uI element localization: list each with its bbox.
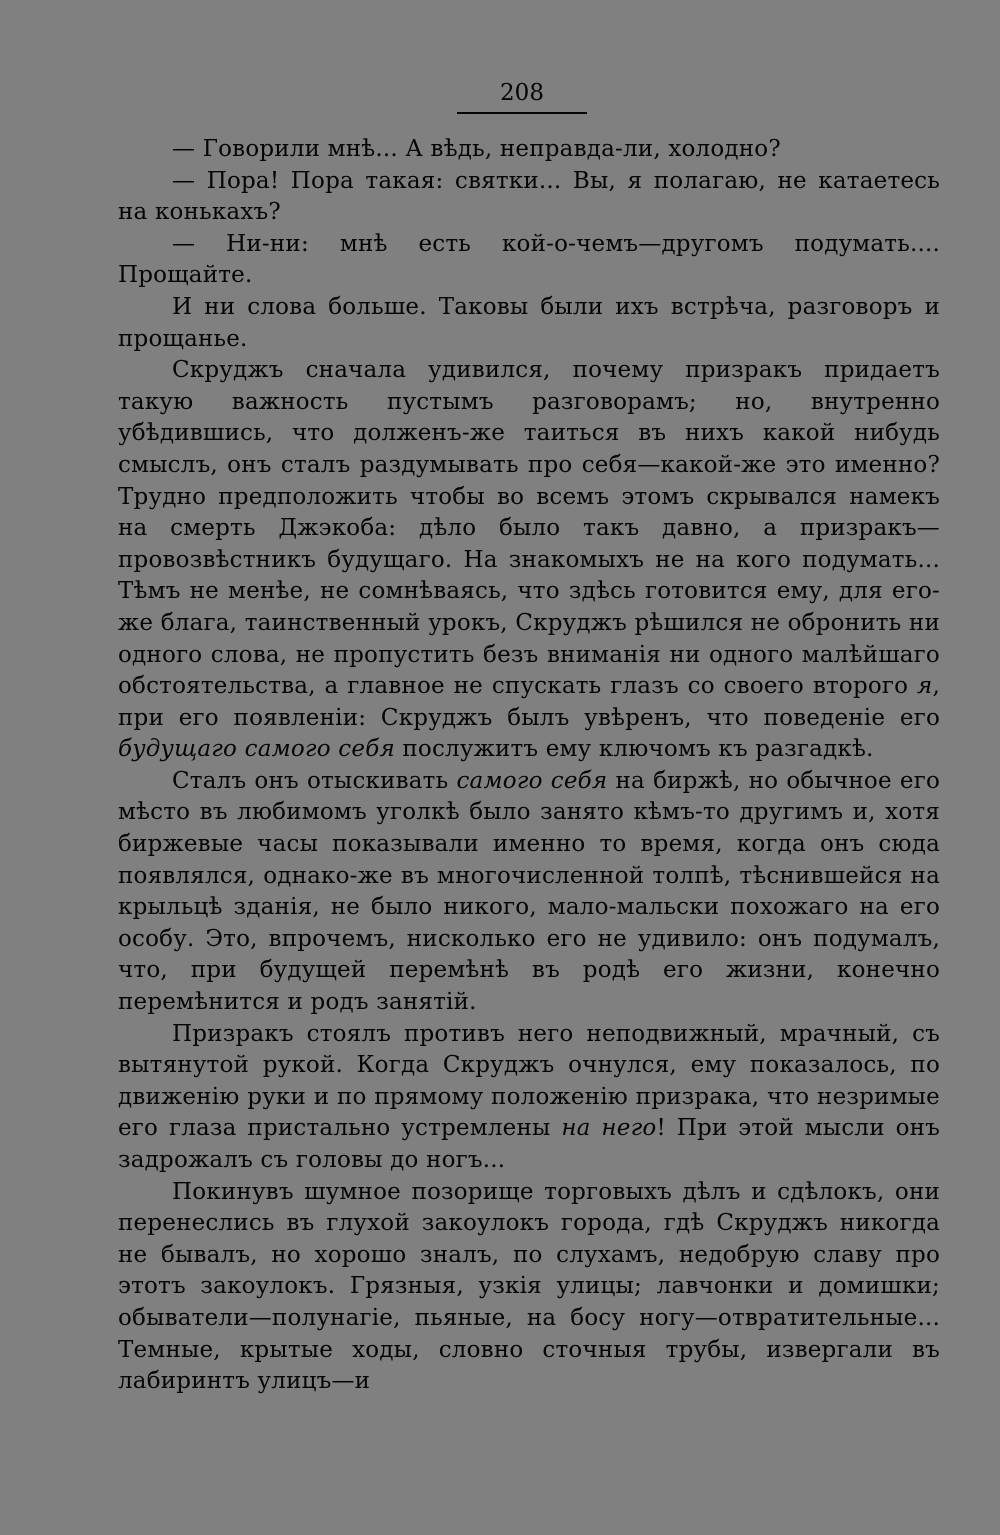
paragraph <box>118 1177 940 1398</box>
paragraph-text: — Пора! Пора такая: святки... Вы, я полагаю, не катаетесь на конькахъ? <box>118 167 940 226</box>
paragraph-text: , при его появленіи: Скруджъ былъ увѣренъ, что поведеніе его <box>118 673 940 731</box>
paragraph-text: ! При этой мысли онъ задрожалъ съ головы до ногъ... <box>118 1115 940 1173</box>
paragraph-text: Скруджъ сначала удивился, почему призракъ придаетъ такую важность пустымъ разговорамъ; но, внутренно убѣдившись, что долженъ-же таиться въ нихъ какой нибудь смыслъ, онъ сталъ раздумывать про себя—какой-же это именно? Трудно предположить чтобы во всемъ этомъ скрывался намекъ на смерть Джэкоба: дѣло было такъ давно, а призракъ—провозвѣстникъ будущаго. На знакомыхъ не на кого подумать... Тѣмъ не менѣе, не сомнѣваясь, что здѣсь готовится ему, для его-же блага, таинственный урокъ, Скруджъ рѣшился не обронить ни одного слова, не пропустить безъ вниманія ни одного малѣйшаго обстоятельства, а главное не спускать глазъ со своего второго <box>118 357 940 700</box>
italic-text: на него <box>561 1115 657 1142</box>
paragraph-text: Призракъ стоялъ противъ него неподвижный, мрачный, съ вытянутой рукой. Когда Скруджъ очнулся, ему показалось, по движенію руки и по прямому положенію призрака, что незримые его глаза пристально устремлены <box>118 1020 940 1142</box>
body-text <box>118 134 940 1398</box>
page-number <box>118 78 940 108</box>
paragraph <box>118 229 940 292</box>
italic-text: будущаго самого себя <box>118 736 395 763</box>
paragraph <box>118 166 940 229</box>
page-number-text: 208 <box>500 80 544 106</box>
book-page <box>118 78 940 1398</box>
header-rule <box>457 112 587 114</box>
paragraph <box>118 766 940 1019</box>
paragraph <box>118 292 940 355</box>
paragraph <box>118 1019 940 1177</box>
paragraph-text: послужитъ ему ключомъ къ разгадкѣ. <box>394 736 874 763</box>
paragraph <box>118 134 940 166</box>
paragraph-text: — Говорили мнѣ... А вѣдь, неправда-ли, холодно? <box>172 136 781 162</box>
paragraph-text: Покинувъ шумное позорище торговыхъ дѣлъ и сдѣлокъ, они перенеслись въ глухой закоулокъ города, гдѣ Скруджъ никогда не бывалъ, но хорошо зналъ, по слухамъ, недобрую славу про этотъ закоулокъ. Грязныя, узкія улицы; лавчонки и домишки; обыватели—полунагіе, пьяные, на босу ногу—отвратительные... Темные, крытые ходы, словно сточныя трубы, извергали въ лабиринтъ улицъ—и <box>118 1178 940 1395</box>
paragraph-text: — Ни-ни: мнѣ есть кой-о-чемъ—другомъ подумать.... Прощайте. <box>118 230 940 289</box>
paragraph-text: Сталъ онъ отыскивать <box>172 767 457 794</box>
paragraph-text: И ни слова больше. Таковы были ихъ встрѣча, разговоръ и прощанье. <box>118 293 940 352</box>
paragraph-text: на биржѣ, но обычное его мѣсто въ любимомъ уголкѣ было занято кѣмъ-то другимъ и, хотя биржевые часы показывали именно то время, когда онъ сюда появлялся, однако-же въ многочисленной толпѣ, тѣснившейся на крыльцѣ зданія, не было никого, мало-мальски похожаго на его особу. Это, впрочемъ, нисколько его не удивило: онъ подумалъ, что, при будущей перемѣнѣ въ родѣ его жизни, конечно перемѣнится и родъ занятій. <box>118 767 940 1016</box>
italic-text: я <box>917 673 933 700</box>
paragraph <box>118 355 940 766</box>
italic-text: самого себя <box>456 767 608 794</box>
